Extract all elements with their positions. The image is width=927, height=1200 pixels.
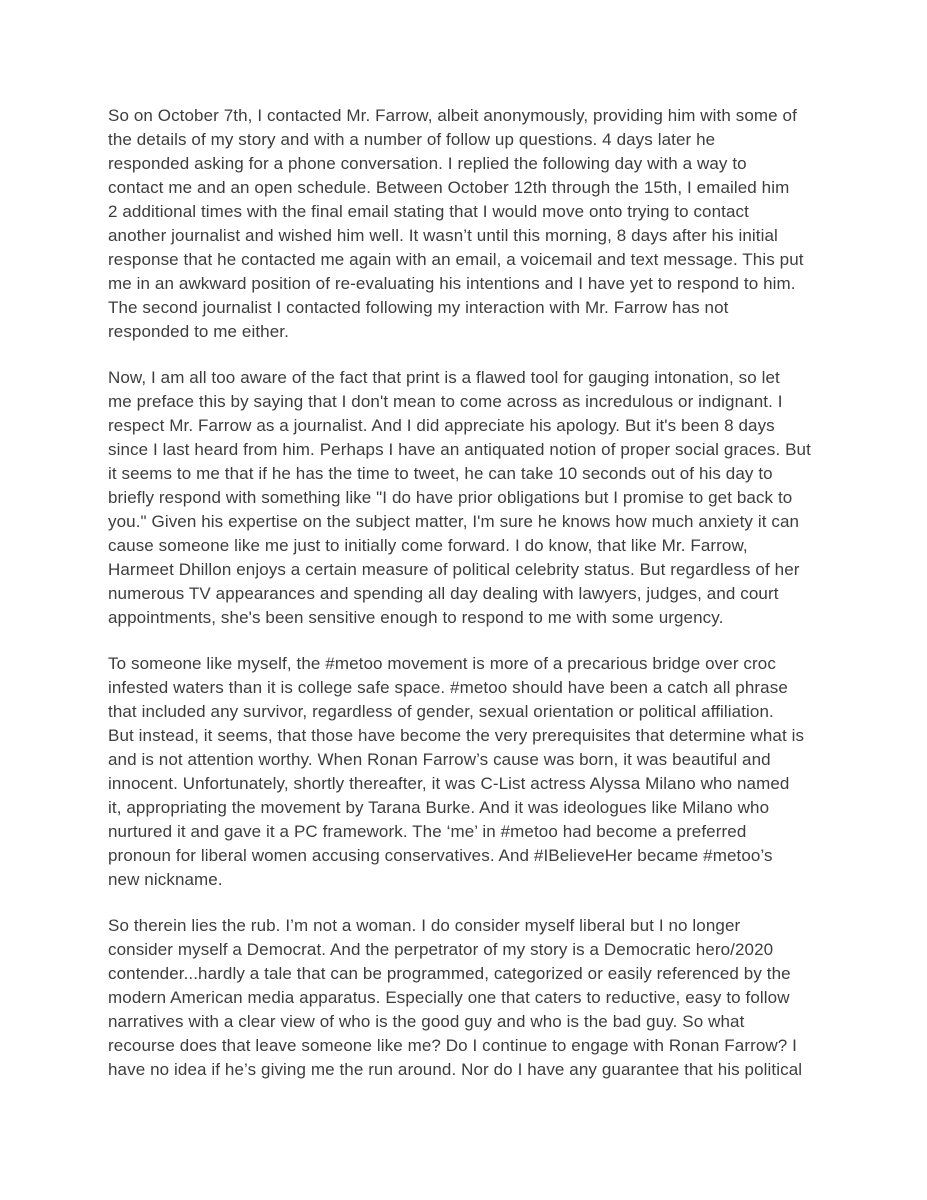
text-line: modern American media apparatus. Especially one that caters to reductive, easy to follow xyxy=(108,988,790,1007)
text-line: another journalist and wished him well. It wasn’t until this morning, 8 days after his initial xyxy=(108,226,778,245)
text-line: But instead, it seems, that those have become the very prerequisites that determine what is xyxy=(108,726,805,745)
text-line: responded asking for a phone conversation. I replied the following day with a way to xyxy=(108,154,747,173)
text-line: Now, I am all too aware of the fact that print is a flawed tool for gauging intonation, so let xyxy=(108,368,780,387)
text-line: me in an awkward position of re-evaluating his intentions and I have yet to respond to him. xyxy=(108,274,796,293)
document-text xyxy=(108,104,827,1082)
text-line: nurtured it and gave it a PC framework. The ‘me’ in #metoo had become a preferred xyxy=(108,822,747,841)
text-line: new nickname. xyxy=(108,870,223,889)
text-line: So therein lies the rub. I’m not a woman. I do consider myself liberal but I no longer xyxy=(108,916,741,935)
text-line: briefly respond with something like "I do have prior obligations but I promise to get back to xyxy=(108,488,793,507)
text-line: The second journalist I contacted following my interaction with Mr. Farrow has not xyxy=(108,298,729,317)
paragraph xyxy=(108,652,827,892)
text-line: appointments, she's been sensitive enough to respond to me with some urgency. xyxy=(108,608,724,627)
text-line: recourse does that leave someone like me? Do I continue to engage with Ronan Farrow? I xyxy=(108,1036,797,1055)
text-line: it, appropriating the movement by Tarana Burke. And it was ideologues like Milano who xyxy=(108,798,770,817)
text-line: you." Given his expertise on the subject matter, I'm sure he knows how much anxiety it can xyxy=(108,512,800,531)
text-line: 2 additional times with the final email stating that I would move onto trying to contact xyxy=(108,202,749,221)
text-line: numerous TV appearances and spending all day dealing with lawyers, judges, and court xyxy=(108,584,779,603)
text-line: innocent. Unfortunately, shortly thereafter, it was C-List actress Alyssa Milano who named xyxy=(108,774,790,793)
text-line: consider myself a Democrat. And the perpetrator of my story is a Democratic hero/2020 xyxy=(108,940,774,959)
text-line: the details of my story and with a number of follow up questions. 4 days later he xyxy=(108,130,716,149)
text-line: contact me and an open schedule. Between October 12th through the 15th, I emailed him xyxy=(108,178,790,197)
text-line: respect Mr. Farrow as a journalist. And I did appreciate his apology. But it's been 8 days xyxy=(108,416,775,435)
text-line: contender...hardly a tale that can be programmed, categorized or easily referenced by the xyxy=(108,964,791,983)
text-line: Harmeet Dhillon enjoys a certain measure of political celebrity status. But regardless of her xyxy=(108,560,800,579)
text-line: since I last heard from him. Perhaps I have an antiquated notion of proper social graces. But xyxy=(108,440,811,459)
text-line: it seems to me that if he has the time to tweet, he can take 10 seconds out of his day to xyxy=(108,464,773,483)
paragraph xyxy=(108,366,827,630)
paragraph xyxy=(108,914,827,1082)
text-line: me preface this by saying that I don't mean to come across as incredulous or indignant. I xyxy=(108,392,783,411)
text-line: response that he contacted me again with an email, a voicemail and text message. This put xyxy=(108,250,804,269)
text-line: So on October 7th, I contacted Mr. Farrow, albeit anonymously, providing him with some of xyxy=(108,106,797,125)
text-line: infested waters than it is college safe space. #metoo should have been a catch all phrase xyxy=(108,678,788,697)
text-line: cause someone like me just to initially come forward. I do know, that like Mr. Farrow, xyxy=(108,536,748,555)
paragraph xyxy=(108,104,827,344)
text-line: pronoun for liberal women accusing conservatives. And #IBelieveHer became #metoo’s xyxy=(108,846,773,865)
text-line: that included any survivor, regardless of gender, sexual orientation or political affiliation. xyxy=(108,702,774,721)
text-line: To someone like myself, the #metoo movement is more of a precarious bridge over croc xyxy=(108,654,776,673)
text-line: have no idea if he’s giving me the run around. Nor do I have any guarantee that his political xyxy=(108,1060,803,1079)
text-line: narratives with a clear view of who is the good guy and who is the bad guy. So what xyxy=(108,1012,745,1031)
text-line: responded to me either. xyxy=(108,322,289,341)
text-line: and is not attention worthy. When Ronan Farrow’s cause was born, it was beautiful and xyxy=(108,750,771,769)
